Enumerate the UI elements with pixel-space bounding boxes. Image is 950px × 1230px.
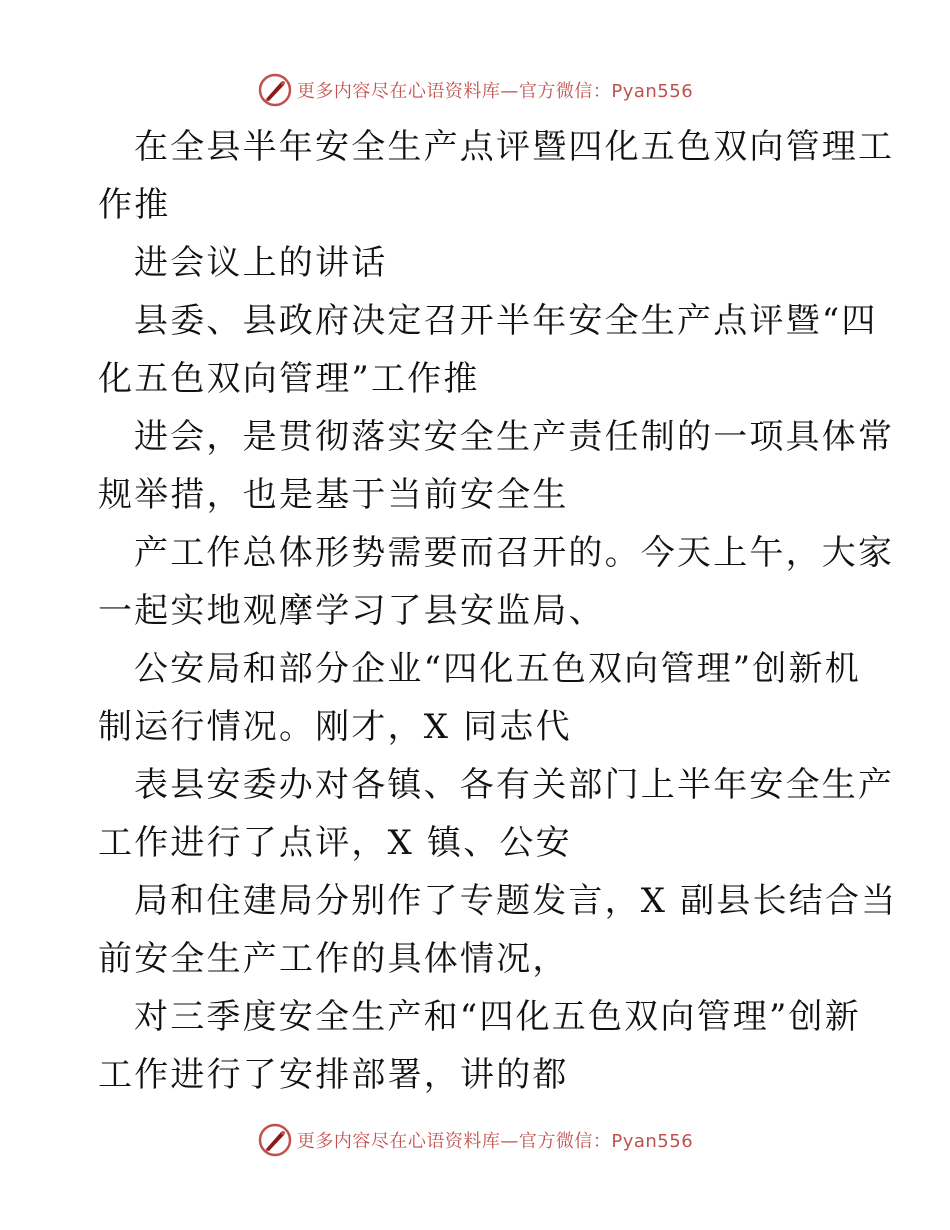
paragraph-line (98, 408, 895, 524)
line-continuation: 一起实地观摩学习了县安监局、 (98, 591, 605, 631)
line-continuation: 规举措，也是基于当前安全生 (98, 475, 569, 515)
line-continuation: 化五色双向管理”工作推 (98, 359, 480, 399)
header-banner (0, 70, 950, 110)
footer-banner-text (297, 1127, 693, 1153)
paragraph-line (98, 872, 898, 988)
header-banner-title: 更多内容尽在心语资料库 (296, 81, 501, 102)
paragraph-line (98, 292, 878, 408)
footer-banner-separator: — (500, 1131, 519, 1152)
header-banner-contact: 官方微信：Pyan556 (518, 81, 694, 102)
line-continuation: 制运行情况。刚才，X 同志代 (98, 707, 572, 747)
footer-banner-contact: 官方微信：Pyan556 (518, 1131, 694, 1152)
paragraph-line (98, 988, 861, 1104)
paragraph-line (98, 756, 895, 872)
paragraph-line (98, 234, 858, 292)
line-continuation: 作推 (98, 185, 171, 225)
line-continuation: 工作进行了点评，X 镇、公安 (98, 823, 572, 863)
document-body (98, 118, 898, 1104)
line-continuation: 工作进行了安排部署，讲的都 (98, 1055, 569, 1095)
pen-logo-icon (257, 1122, 293, 1158)
paragraph-line (98, 118, 895, 234)
header-banner-text (297, 77, 693, 103)
line-first: 对三季度安全生产和“四化五色双向管理”创新 (134, 997, 861, 1037)
line-first: 进会议上的讲话 (134, 243, 388, 283)
line-first: 表县安委办对各镇、各有关部门上半年安全生产 (134, 765, 895, 805)
line-first: 公安局和部分企业“四化五色双向管理”创新机 (134, 649, 861, 689)
footer-banner (0, 1120, 950, 1160)
line-first: 局和住建局分别作了专题发言，X 副县长结合当 (134, 881, 898, 921)
line-first: 县委、县政府决定召开半年安全生产点评暨“四 (134, 301, 878, 341)
line-first: 产工作总体形势需要而召开的。今天上午，大家 (134, 533, 895, 573)
line-continuation: 前安全生产工作的具体情况， (98, 939, 569, 979)
paragraph-line (98, 640, 861, 756)
paragraph-line (98, 524, 895, 640)
header-banner-separator: — (500, 81, 519, 102)
line-first: 进会，是贯彻落实安全生产责任制的一项具体常 (134, 417, 895, 457)
line-first: 在全县半年安全生产点评暨四化五色双向管理工 (134, 127, 895, 167)
pen-logo-icon (257, 72, 293, 108)
footer-banner-title: 更多内容尽在心语资料库 (296, 1131, 501, 1152)
